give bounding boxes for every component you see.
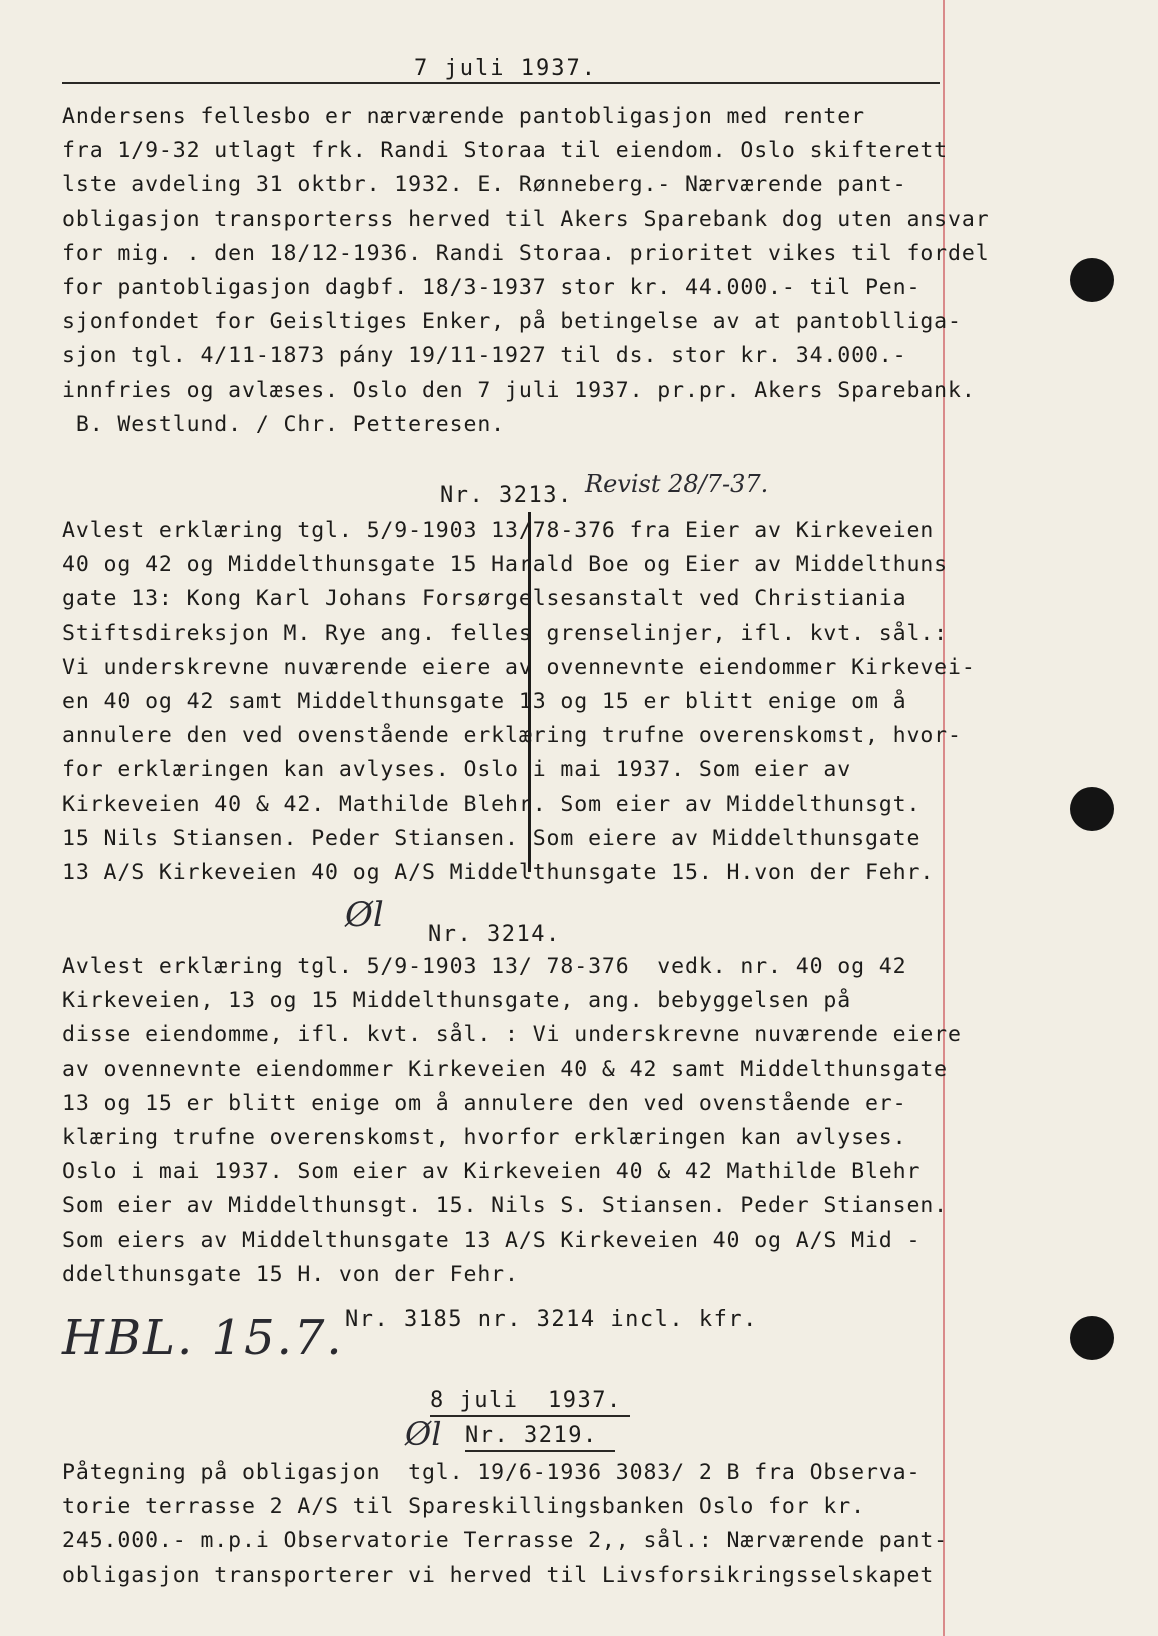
binder-hole-top [1070,258,1114,302]
text-line: Kirkeveien, 13 og 15 Middelthunsgate, ang. bebyggelsen på [62,988,852,1014]
text-line: av ovennevnte eiendommer Kirkeveien 40 & 42 samt Middelthunsgate [62,1056,949,1082]
text-line: en 40 og 42 samt Middelthunsgate 13 og 15 er blitt enige om å [62,688,907,714]
binder-hole-bottom [1070,1316,1114,1360]
entry-3213-text [62,514,992,890]
text-line: 13 og 15 er blitt enige om å annulere den ved ovenstående er- [62,1090,907,1116]
text-line: 15 Nils Stiansen. Peder Stiansen. Som eiere av Middelthunsgate [62,825,921,851]
text-line: disse eiendomme, ifl. kvt. sål. : Vi underskrevne nuværende eiere [62,1022,962,1048]
text-line: Som eier av Middelthunsgt. 15. Nils S. Stiansen. Peder Stiansen. [62,1193,949,1219]
text-line: B. Westlund. / Chr. Petteresen. [62,411,506,437]
text-line: 13 A/S Kirkeveien 40 og A/S Middelthunsgate 15. H.von der Fehr. [62,859,935,885]
text-line: torie terrasse 2 A/S til Spareskillingsbanken Oslo for kr. [62,1494,865,1520]
entry-3219-number: Nr. 3219. [465,1423,615,1452]
text-line: Stiftsdireksjon M. Rye ang. felles grenselinjer, ifl. kvt. sål.: [62,620,949,646]
text-line: Oslo i mai 1937. Som eier av Kirkeveien 40 & 42 Mathilde Blehr [62,1159,921,1185]
section-2-date: 8 juli 1937. [430,1388,630,1417]
entry-3219-text [62,1456,992,1593]
text-line: fra 1/9-32 utlagt frk. Randi Storaa til eiendom. Oslo skifterett [62,138,949,164]
text-line: Vi underskrevne nuværende eiere av ovennevnte eiendommer Kirkevei- [62,654,976,680]
entry-3214-number: Nr. 3214. [428,922,561,947]
binder-hole-middle [1070,787,1114,831]
entry-3214-text [62,950,992,1292]
header-rule [62,82,940,84]
text-line: 40 og 42 og Middelthunsgate 15 Harald Boe og Eier av Middelthuns [62,552,949,578]
text-line: lste avdeling 31 oktbr. 1932. E. Rønneberg.- Nærværende pant- [62,172,907,198]
text-line: ddelthunsgate 15 H. von der Fehr. [62,1261,519,1287]
page-header [0,56,940,96]
entry-3214-incl: Nr. 3185 nr. 3214 incl. kfr. [345,1307,758,1332]
text-line: for mig. . den 18/12-1936. Randi Storaa. prioritet vikes til fordel [62,240,990,266]
text-line: Avlest erklæring tgl. 5/9-1903 13/78-376 fra Eier av Kirkeveien [62,518,935,543]
text-line: klæring trufne overenskomst, hvorfor erklæringen kan avlyses. [62,1124,907,1150]
text-line: Som eiers av Middelthunsgate 13 A/S Kirkeveien 40 og A/S Mid - [62,1227,921,1253]
text-line: Andersens fellesbo er nærværende pantobligasjon med renter [62,104,865,129]
text-line: Avlest erklæring tgl. 5/9-1903 13/ 78-376 vedk. nr. 40 og 42 [62,954,907,979]
text-line: 245.000.- m.p.i Observatorie Terrasse 2,, sål.: Nærværende pant- [62,1528,949,1554]
paragraph-1 [62,100,992,442]
section-2-initials: Øl [405,1415,442,1453]
handwritten-signature: HBL. 15.7. [62,1310,344,1366]
text-line: for erklæringen kan avlyses. Oslo i mai 1937. Som eier av [62,757,852,783]
text-line: gate 13: Kong Karl Johans Forsørgelsesanstalt ved Christiania [62,586,907,612]
text-line: Kirkeveien 40 & 42. Mathilde Blehr. Som eier av Middelthunsgt. [62,791,921,817]
text-line: annulere den ved ovenstående erklæring trufne overenskomst, hvor- [62,723,962,749]
entry-3213-annotation: Revist 28/7-37. [585,470,769,498]
text-line: obligasjon transporterer vi herved til Livsforsikringsselskapet [62,1562,935,1588]
text-line: innfries og avlæses. Oslo den 7 juli 1937. pr.pr. Akers Sparebank. [62,377,976,403]
header-date: 7 juli 1937. [408,56,603,81]
text-line: Påtegning på obligasjon tgl. 19/6-1936 3083/ 2 B fra Observa- [62,1460,921,1485]
text-line: obligasjon transporterss herved til Akers Sparebank dog uten ansvar [62,206,990,232]
text-line: sjonfondet for Geisltiges Enker, på betingelse av at pantoblliga- [62,309,962,335]
text-line: sjon tgl. 4/11-1873 pány 19/11-1927 til ds. stor kr. 34.000.- [62,343,907,369]
text-line: for pantobligasjon dagbf. 18/3-1937 stor kr. 44.000.- til Pen- [62,274,921,300]
entry-3214-initials: Øl [345,895,384,935]
entry-3213-number: Nr. 3213. [440,483,573,508]
